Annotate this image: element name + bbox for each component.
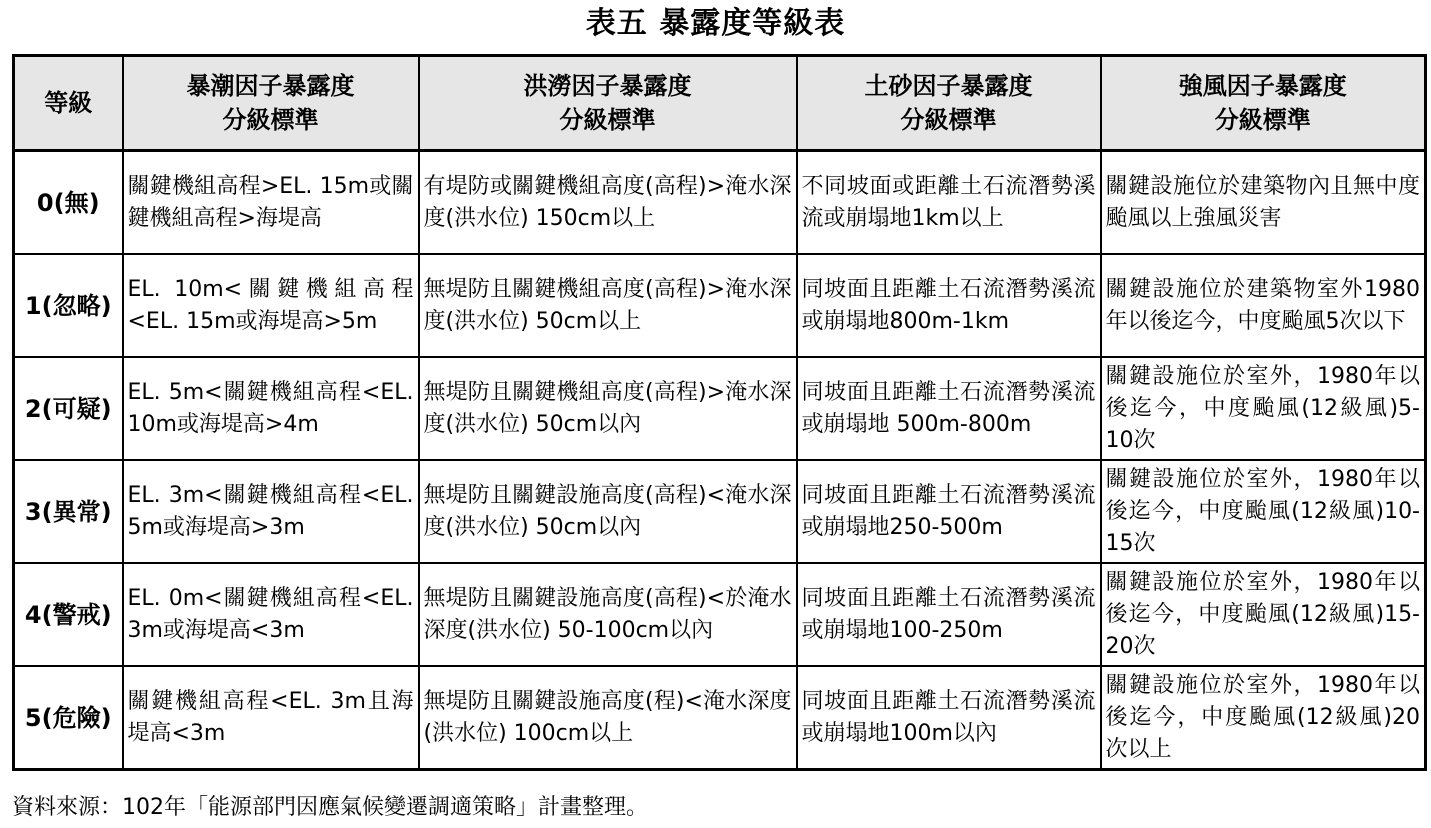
header-flood: 洪澇因子暴露度 分級標準 [419, 56, 797, 151]
table-row [14, 563, 1426, 666]
storm-surge-cell: EL. 5m<關鍵機組高程<EL. 10m或海堤高>4m [123, 357, 419, 460]
flood-cell: 無堤防且關鍵設施高度(程)<淹水深度(洪水位) 100cm以上 [419, 666, 797, 770]
grade-cell: 2(可疑) [14, 357, 123, 460]
header-debris: 土砂因子暴露度 分級標準 [797, 56, 1101, 151]
wind-cell: 關鍵設施位於室外，1980年以後迄今，中度颱風(12級風)20次以上 [1101, 666, 1426, 770]
debris-cell: 不同坡面或距離土石流潛勢溪流或崩塌地1km以上 [797, 151, 1101, 255]
debris-cell: 同坡面且距離土石流潛勢溪流或崩塌地800m-1km [797, 254, 1101, 357]
table-row [14, 151, 1426, 255]
table-header [14, 56, 1426, 151]
flood-cell: 無堤防且關鍵設施高度(高程)<淹水深度(洪水位) 50cm以內 [419, 460, 797, 563]
storm-surge-cell: EL. 0m<關鍵機組高程<EL. 3m或海堤高<3m [123, 563, 419, 666]
grade-cell: 4(警戒) [14, 563, 123, 666]
source-note: 資料來源：102年「能源部門因應氣候變遷調適策略」計畫整理。 [12, 795, 648, 820]
header-grade: 等級 [14, 56, 123, 151]
flood-cell: 無堤防且關鍵機組高度(高程)>淹水深度(洪水位) 50cm以內 [419, 357, 797, 460]
wind-cell: 關鍵設施位於室外，1980年以後迄今，中度颱風(12級風)10-15次 [1101, 460, 1426, 563]
wind-cell: 關鍵設施位於室外，1980年以後迄今，中度颱風(12級風)5-10次 [1101, 357, 1426, 460]
table-row [14, 254, 1426, 357]
table-title: 表五 暴露度等級表 [585, 6, 846, 41]
table-row [14, 357, 1426, 460]
debris-cell: 同坡面且距離土石流潛勢溪流或崩塌地 500m-800m [797, 357, 1101, 460]
wind-cell: 關鍵設施位於建築物內且無中度颱風以上強風災害 [1101, 151, 1426, 255]
debris-cell: 同坡面且距離土石流潛勢溪流或崩塌地100m以內 [797, 666, 1101, 770]
header-storm-surge: 暴潮因子暴露度 分級標準 [123, 56, 419, 151]
debris-cell: 同坡面且距離土石流潛勢溪流或崩塌地250-500m [797, 460, 1101, 563]
grade-cell: 1(忽略) [14, 254, 123, 357]
table-row [14, 666, 1426, 770]
debris-cell: 同坡面且距離土石流潛勢溪流或崩塌地100-250m [797, 563, 1101, 666]
storm-surge-cell: 關鍵機組高程<EL. 3m且海堤高<3m [123, 666, 419, 770]
grade-cell: 3(異常) [14, 460, 123, 563]
grade-cell: 5(危險) [14, 666, 123, 770]
wind-cell: 關鍵設施位於建築物室外1980年以後迄今，中度颱風5次以下 [1101, 254, 1426, 357]
storm-surge-cell: 關鍵機組高程>EL. 15m或關鍵機組高程>海堤高 [123, 151, 419, 255]
exposure-grade-table [12, 54, 1427, 771]
grade-cell: 0(無) [14, 151, 123, 255]
flood-cell: 無堤防且關鍵機組高度(高程)>淹水深度(洪水位) 50cm以上 [419, 254, 797, 357]
header-row [14, 56, 1426, 151]
storm-surge-cell: EL. 3m<關鍵機組高程<EL. 5m或海堤高>3m [123, 460, 419, 563]
flood-cell: 無堤防且關鍵設施高度(高程)<於淹水深度(洪水位) 50-100cm以內 [419, 563, 797, 666]
wind-cell: 關鍵設施位於室外，1980年以後迄今，中度颱風(12級風)15-20次 [1101, 563, 1426, 666]
table-row [14, 460, 1426, 563]
header-wind: 強風因子暴露度 分級標準 [1101, 56, 1426, 151]
storm-surge-cell: EL. 10m<關鍵機組高程<EL. 15m或海堤高>5m [123, 254, 419, 357]
flood-cell: 有堤防或關鍵機組高度(高程)>淹水深度(洪水位) 150cm以上 [419, 151, 797, 255]
table-body [14, 151, 1426, 770]
